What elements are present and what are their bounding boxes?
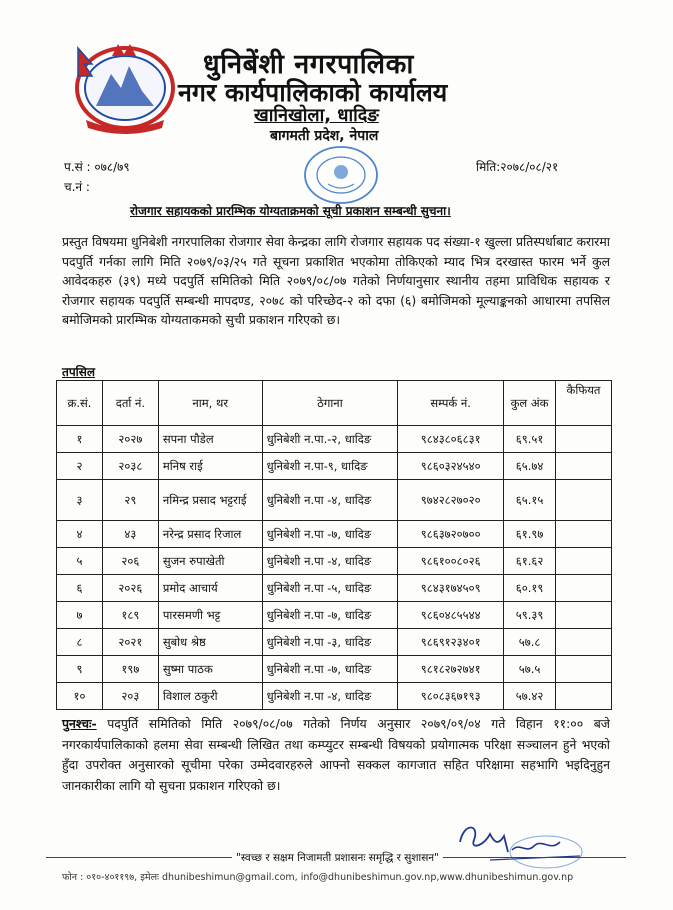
cell-contact: ९८१८२७२७४१: [398, 656, 504, 683]
cell-name: नरेन्द्र प्रसाद रिजाल: [158, 521, 262, 548]
cell-reg-no: २०६: [102, 548, 158, 575]
cell-total: ६०.१९: [504, 575, 556, 602]
cell-name: नमिन्द्र प्रसाद भट्टराई: [158, 480, 262, 521]
postscript-text: पदपुर्ति समितिको मिति २०७९/०८/०७ गतेको निर्णय अनुसार २०७९/०९/०४ गते विहान ११:०० बजे नगरकार्यपालिकाको हलमा सेवा सम्बन्धी लिखित तथा कम्प्युटर सम्बन्धी विषयको प्रयोगात्मक परिक्षा सञ्चालन हुने भएको हुँदा उपरोक्त अनुसारको सूचीमा परेका उम्मेदवारहरुले आफ्नो सक्कल कागजात सहित परिक्षामा सहभागि भइदिनुहुन जानकारीका लागि यो सुचना प्रकाशन गरिएको छ।: [62, 716, 610, 793]
cell-address: धुनिबेशी न.पा-९, धादिङ: [262, 453, 398, 480]
table-row: [57, 656, 612, 683]
cell-total: ६१.६२: [504, 548, 556, 575]
cell-serial: १: [57, 426, 103, 453]
cell-contact: ९८६१००८०२६: [398, 548, 504, 575]
cell-remarks: [556, 629, 612, 656]
merit-list-table: [56, 380, 612, 710]
cell-address: धुनिबेशी न.पा -७, धादिङ: [262, 602, 398, 629]
cell-name: प्रमोद आचार्य: [158, 575, 262, 602]
cell-address: धुनिबेशी न.पा -७, धादिङ: [262, 656, 398, 683]
cell-address: धुनिबेशी न.पा -४, धादिङ: [262, 480, 398, 521]
notice-subject: रोजगार सहायकको प्रारम्भिक योग्यताक्रमको सूची प्रकाशन सम्बन्धी सुचना।: [130, 204, 451, 218]
cell-address: धुनिबेशी न.पा.-२, धादिङ: [262, 426, 398, 453]
reference-number: प.सं : ०७८/७९: [64, 160, 130, 174]
signature-icon: [450, 812, 590, 872]
cell-reg-no: २०२७: [102, 426, 158, 453]
cell-serial: ९: [57, 656, 103, 683]
table-header-row: [57, 381, 612, 426]
footer-motto: "स्वच्छ र सक्षम निजामती प्रशासनः समृद्धि र सुशासन": [232, 851, 443, 865]
table-row: [57, 453, 612, 480]
cell-name: मनिष राई: [158, 453, 262, 480]
cell-name: पारसमणी भट्ट: [158, 602, 262, 629]
cell-total: ५७.५: [504, 656, 556, 683]
office-seal-icon: [302, 144, 380, 206]
cell-remarks: [556, 480, 612, 521]
cell-remarks: [556, 426, 612, 453]
col-header-remarks: कैफियत: [556, 381, 612, 426]
nepal-emblem-icon: [66, 36, 184, 136]
cell-reg-no: १९७: [102, 656, 158, 683]
cell-total: ५७.८: [504, 629, 556, 656]
cell-name: सुष्मा पाठक: [158, 656, 262, 683]
cell-address: धुनिबेशी न.पा -५, धादिङ: [262, 575, 398, 602]
cell-remarks: [556, 548, 612, 575]
cell-address: धुनिबेशी न.पा -४, धादिङ: [262, 683, 398, 710]
cell-reg-no: २९: [102, 480, 158, 521]
cell-contact: ९८६३७२०७००: [398, 521, 504, 548]
cell-address: धुनिबेशी न.पा -७, धादिङ: [262, 521, 398, 548]
cell-remarks: [556, 656, 612, 683]
cell-name: सुजन रुपाखेती: [158, 548, 262, 575]
col-header-name: नाम, थर: [158, 381, 262, 426]
col-header-address: ठेगाना: [262, 381, 398, 426]
postscript-label: पुनश्चः-: [62, 716, 97, 731]
table-row: [57, 602, 612, 629]
dispatch-number: च.नं :: [64, 180, 90, 194]
org-location: खानिखोला, धादिङ: [254, 105, 379, 126]
cell-reg-no: २०२६: [102, 575, 158, 602]
cell-address: धुनिबेशी न.पा -३, धादिङ: [262, 629, 398, 656]
cell-remarks: [556, 683, 612, 710]
col-header-serial: क्र.सं.: [57, 381, 103, 426]
table-row: [57, 480, 612, 521]
cell-reg-no: ४३: [102, 521, 158, 548]
cell-total: ५७.४२: [504, 683, 556, 710]
col-header-contact: सम्पर्क नं.: [398, 381, 504, 426]
cell-serial: ८: [57, 629, 103, 656]
org-province: बागमती प्रदेश, नेपाल: [270, 128, 379, 144]
cell-remarks: [556, 602, 612, 629]
org-office: नगर कार्यपालिकाको कार्यालय: [178, 78, 448, 107]
footer-contact: फोन : ०१०-४०११९७, इमेलः dhunibeshimun@gmail.com, info@dhunibeshimun.gov.np,www.dhunibeshimun.gov.np: [62, 872, 574, 883]
cell-serial: २: [57, 453, 103, 480]
cell-remarks: [556, 453, 612, 480]
cell-contact: ९८६०३२४५४०: [398, 453, 504, 480]
table-row: [57, 683, 612, 710]
cell-serial: ४: [57, 521, 103, 548]
table-row: [57, 548, 612, 575]
cell-reg-no: १८९: [102, 602, 158, 629]
cell-remarks: [556, 575, 612, 602]
cell-name: विशाल ठकुरी: [158, 683, 262, 710]
annex-label: तपसिल: [62, 365, 96, 379]
table-row: [57, 629, 612, 656]
cell-contact: ९८४३१७४५०९: [398, 575, 504, 602]
col-header-reg-no: दर्ता नं.: [102, 381, 158, 426]
cell-total: ५९.३९: [504, 602, 556, 629]
postscript-notice: [62, 714, 610, 796]
cell-contact: ९८४३८०६८३१: [398, 426, 504, 453]
notice-body: प्रस्तुत विषयमा धुनिबेशी नगरपालिका रोजगार सेवा केन्द्रका लागि रोजगार सहायक पद संख्या-१ खुल्ला प्रतिस्पर्धाबाट करारमा पदपुर्ति गर्नका लागि मिति २०७९/०३/२५ गते सूचना प्रकाशित भएकोमा तोकिएको म्याद भित्र दरखास्त फारम भर्ने कुल आवेदकहरु (३९) मध्ये पदपुर्ति समितिको मिति २०७९/०८/०७ गतेको निर्णयानुसार स्थानीय तहमा प्राविधिक सहायक र रोजगार सहायक पदपुर्ति सम्बन्धी मापदण्ड, २०७८ को परिच्छेद-२ को दफा (६) बमोजिमको मूल्याङ्कनको आधारमा तपसिल बमोजिमको प्रारम्भिक योग्यताकमको सुची प्रकाशन गरिएको छ।: [62, 234, 610, 327]
cell-reg-no: २०३८: [102, 453, 158, 480]
cell-serial: ७: [57, 602, 103, 629]
cell-name: सुबोध श्रेष्ठ: [158, 629, 262, 656]
cell-serial: ३: [57, 480, 103, 521]
cell-contact: ९८६९१२३४०१: [398, 629, 504, 656]
cell-total: ६१.९७: [504, 521, 556, 548]
cell-serial: ५: [57, 548, 103, 575]
col-header-total: कुल अंक: [504, 381, 556, 426]
cell-total: ६९.५१: [504, 426, 556, 453]
cell-contact: ९८०८३६७१९३: [398, 683, 504, 710]
cell-serial: १०: [57, 683, 103, 710]
cell-name: सपना पौडेल: [158, 426, 262, 453]
cell-reg-no: २०३: [102, 683, 158, 710]
table-row: [57, 521, 612, 548]
letter-date: मिति:२०७८/०८/२१: [476, 160, 559, 174]
cell-total: ६५.७४: [504, 453, 556, 480]
cell-reg-no: २०२१: [102, 629, 158, 656]
cell-contact: ९७४२८२७०२०: [398, 480, 504, 521]
table-row: [57, 575, 612, 602]
cell-contact: ९८६०४८५५४४: [398, 602, 504, 629]
cell-address: धुनिबेशी न.पा -४, धादिङ: [262, 548, 398, 575]
table-row: [57, 426, 612, 453]
cell-total: ६५.१५: [504, 480, 556, 521]
org-name: धुनिबेंशी नगरपालिका: [203, 49, 414, 80]
cell-remarks: [556, 521, 612, 548]
cell-serial: ६: [57, 575, 103, 602]
